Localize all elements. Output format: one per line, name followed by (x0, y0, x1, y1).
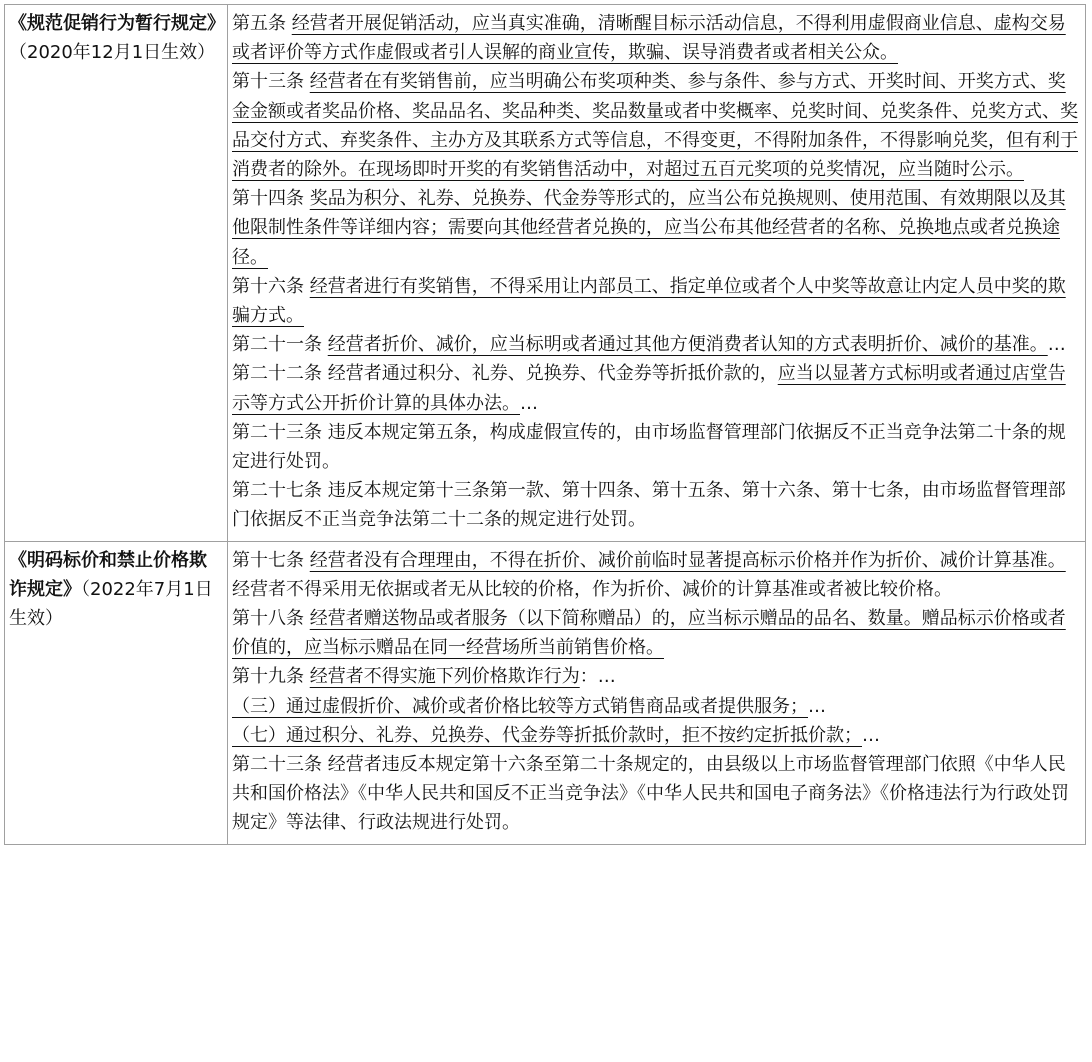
article-paragraph (232, 67, 1081, 184)
article-underlined-text: 经营者赠送物品或者服务（以下简称赠品）的，应当标示赠品的品名、数量。赠品标示价格或者价值的，应当标示赠品在同一经营场所当前销售价格。 (232, 608, 1066, 659)
article-underlined-text: 经营者开展促销活动，应当真实准确，清晰醒目标示活动信息，不得利用虚假商业信息、虚构交易或者评价等方式作虚假或者引人误解的商业宣传，欺骗、误导消费者或者相关公众。 (232, 13, 1066, 64)
article-paragraph (232, 546, 1081, 575)
article-ellipsis: … (862, 724, 880, 746)
article-underlined-text: 经营者没有合理理由，不得在折价、减价前临时显著提高标示价格并作为折价、减价计算基准。 (309, 549, 1066, 571)
article-ellipsis: … (1047, 334, 1066, 356)
article-label: 第十七条 (232, 549, 310, 571)
regulation-title: 《规范促销行为暂行规定》 (9, 13, 225, 34)
article-paragraph (232, 476, 1081, 534)
article-paragraph (232, 692, 1081, 721)
articles-cell (228, 5, 1086, 542)
article-label: 第二十二条 经营者通过积分、礼券、兑换券、代金券等折抵价款的， (232, 363, 778, 385)
article-paragraph (232, 9, 1081, 67)
article-underlined-text: （七）通过积分、礼券、兑换券、代金券等折抵价款时，拒不按约定折抵价款； (232, 724, 862, 746)
article-label: 第二十三条 经营者违反本规定第十六条至第二十条规定的，由县级以上市场监督管理部门依照《中华人民共和国价格法》《中华人民共和国反不正当竞争法》《中华人民共和国电子商务法》《价格违法行为行政处罚规定》等法律、行政法规进行处罚。 (232, 754, 1069, 834)
article-underlined-text: 经营者在有奖销售前，应当明确公布奖项种类、参与条件、参与方式、开奖时间、开奖方式、奖金金额或者奖品价格、奖品品名、奖品种类、奖品数量或者中奖概率、兑奖时间、兑奖条件、兑奖方式、奖品交付方式、弃奖条件、主办方及其联系方式等信息，不得变更，不得附加条件，不得影响兑奖，但有利于消费者的除外。在现场即时开奖的有奖销售活动中，对超过五百元奖项的兑奖情况，应当随时公示。 (232, 71, 1078, 181)
regulation-name-cell (5, 5, 228, 542)
article-underlined-text: 经营者折价、减价，应当标明或者通过其他方便消费者认知的方式表明折价、减价的基准。 (327, 334, 1048, 356)
article-label: 第二十三条 违反本规定第五条，构成虚假宣传的，由市场监督管理部门依据反不正当竞争法第二十条的规定进行处罚。 (232, 421, 1066, 473)
regulation-name-cell (5, 541, 228, 844)
article-label: 第十八条 (232, 608, 310, 630)
article-label: 第十四条 (232, 188, 310, 210)
regulation-effective-date: （2020年12月1日生效） (9, 42, 216, 64)
regulation-row (5, 541, 1086, 844)
article-underlined-text: 经营者进行有奖销售，不得采用让内部员工、指定单位或者个人中奖等故意让内定人员中奖的欺骗方式。 (232, 275, 1066, 327)
article-ellipsis: … (520, 392, 538, 414)
article-paragraph (232, 272, 1081, 330)
article-label: 第十六条 (232, 275, 310, 297)
article-ellipsis: ：… (579, 666, 616, 688)
article-paragraph (232, 750, 1081, 838)
article-ellipsis: … (808, 695, 826, 717)
article-label: 第二十一条 (232, 334, 328, 356)
article-underlined-text: （三）通过虚假折价、减价或者价格比较等方式销售商品或者提供服务； (232, 695, 808, 717)
article-paragraph (232, 330, 1081, 359)
regulation-effective-date: （2022年7月1日生效） (9, 578, 213, 630)
regulation-row (5, 5, 1086, 542)
article-underlined-text: 应当以显著方式标明或者通过店堂告示等方式公开折价计算的具体办法。 (232, 363, 1066, 414)
article-paragraph (232, 721, 1081, 750)
article-underlined-text: 经营者不得实施下列价格欺诈行为 (309, 666, 580, 688)
regulation-title: 《明码标价和禁止价格欺诈规定》 (9, 549, 207, 600)
article-underlined-text: 奖品为积分、礼券、兑换券、代金券等形式的，应当公布兑换规则、使用范围、有效期限以及其他限制性条件等详细内容；需要向其他经营者兑换的，应当公布其他经营者的名称、兑换地点或者兑换途径。 (232, 188, 1066, 268)
article-label: 经营者不得采用无依据或者无从比较的价格，作为折价、减价的计算基准或者被比较价格。 (232, 578, 952, 600)
article-paragraph (232, 662, 1081, 691)
regulations-table (4, 4, 1086, 845)
article-paragraph (232, 575, 1081, 604)
article-label: 第二十七条 违反本规定第十三条第一款、第十四条、第十五条、第十六条、第十七条，由市场监督管理部门依据反不正当竞争法第二十二条的规定进行处罚。 (232, 480, 1066, 531)
article-label: 第五条 (232, 13, 292, 34)
article-label: 第十三条 (232, 71, 310, 93)
article-label: 第十九条 (232, 666, 310, 688)
article-paragraph (232, 359, 1081, 417)
table-body (5, 5, 1086, 845)
articles-cell (228, 541, 1086, 844)
article-paragraph (232, 604, 1081, 662)
article-paragraph (232, 184, 1081, 272)
article-paragraph (232, 418, 1081, 476)
